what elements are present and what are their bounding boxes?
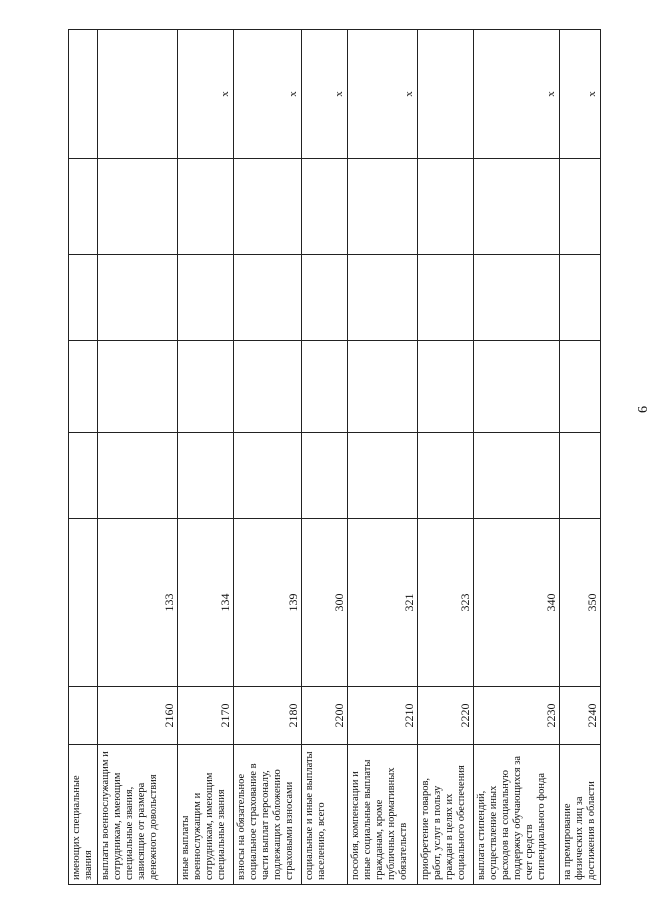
row-number [69, 519, 98, 687]
row-code: 2180 [234, 687, 302, 745]
empty-cell [348, 255, 418, 341]
row-number: 133 [98, 519, 178, 687]
row-number: 350 [560, 519, 601, 687]
empty-cell [474, 433, 560, 519]
row-mark: x [178, 30, 234, 159]
empty-cell [560, 341, 601, 433]
row-number: 321 [348, 519, 418, 687]
empty-cell [178, 341, 234, 433]
empty-cell [348, 341, 418, 433]
empty-cell [348, 433, 418, 519]
table-row [69, 30, 98, 885]
row-code: 2230 [474, 687, 560, 745]
row-number: 134 [178, 519, 234, 687]
empty-cell [234, 255, 302, 341]
empty-cell [98, 433, 178, 519]
table-row [474, 30, 560, 885]
empty-cell [234, 159, 302, 255]
empty-cell [98, 159, 178, 255]
empty-cell [234, 341, 302, 433]
row-number: 340 [474, 519, 560, 687]
empty-cell [69, 433, 98, 519]
row-mark: x [560, 30, 601, 159]
row-number: 139 [234, 519, 302, 687]
row-label: на премирование физических лиц за достижения в области [560, 745, 601, 885]
empty-cell [69, 341, 98, 433]
empty-cell [98, 341, 178, 433]
row-number: 300 [302, 519, 348, 687]
empty-cell [178, 433, 234, 519]
empty-cell [178, 255, 234, 341]
empty-cell [302, 159, 348, 255]
empty-cell [69, 159, 98, 255]
empty-cell [474, 341, 560, 433]
empty-cell [418, 433, 474, 519]
row-mark: x [474, 30, 560, 159]
row-label: выплаты военнослужащим и сотрудникам, имеющим специальные звания, зависящие от размера денежного довольствия [98, 745, 178, 885]
row-label: взносы на обязательное социальное страхование в части выплат персоналу, подлежащих обложению страховыми взносами [234, 745, 302, 885]
row-code: 2200 [302, 687, 348, 745]
row-code: 2160 [98, 687, 178, 745]
row-label: приобретение товаров, работ, услуг в пользу граждан в целях их социального обеспечения [418, 745, 474, 885]
table-row [302, 30, 348, 885]
row-mark: x [302, 30, 348, 159]
empty-cell [302, 433, 348, 519]
empty-cell [474, 159, 560, 255]
empty-cell [418, 255, 474, 341]
table-row [348, 30, 418, 885]
empty-cell [560, 433, 601, 519]
table-row [234, 30, 302, 885]
table-row [178, 30, 234, 885]
empty-cell [69, 255, 98, 341]
row-mark [98, 30, 178, 159]
row-number: 323 [418, 519, 474, 687]
row-code: 2240 [560, 687, 601, 745]
row-label: пособия, компенсации и иные социальные выплаты гражданам, кроме публичных нормативных обязательств [348, 745, 418, 885]
row-label: имеющих специальные звания [69, 745, 98, 885]
table-row [418, 30, 474, 885]
row-label: иные выплаты военнослужащим и сотрудникам, имеющим специальные звания [178, 745, 234, 885]
empty-cell [98, 255, 178, 341]
rotated-page [68, 30, 599, 885]
row-mark [69, 30, 98, 159]
empty-cell [178, 159, 234, 255]
empty-cell [302, 255, 348, 341]
row-label: выплата стипендий, осуществление иных расходов на социальную поддержку обучающихся за счет средств стипендиального фонда [474, 745, 560, 885]
empty-cell [474, 255, 560, 341]
empty-cell [348, 159, 418, 255]
row-code: 2220 [418, 687, 474, 745]
table-row [98, 30, 178, 885]
row-code: 2210 [348, 687, 418, 745]
row-code [69, 687, 98, 745]
empty-cell [302, 341, 348, 433]
empty-cell [560, 159, 601, 255]
empty-cell [418, 341, 474, 433]
row-mark [418, 30, 474, 159]
row-label: социальные и иные выплаты населению, всего [302, 745, 348, 885]
table-row [560, 30, 601, 885]
expenses-table [68, 29, 601, 885]
empty-cell [234, 433, 302, 519]
empty-cell [418, 159, 474, 255]
empty-cell [560, 255, 601, 341]
row-code: 2170 [178, 687, 234, 745]
row-mark: x [348, 30, 418, 159]
row-mark: x [234, 30, 302, 159]
page-number: 6 [636, 406, 651, 413]
